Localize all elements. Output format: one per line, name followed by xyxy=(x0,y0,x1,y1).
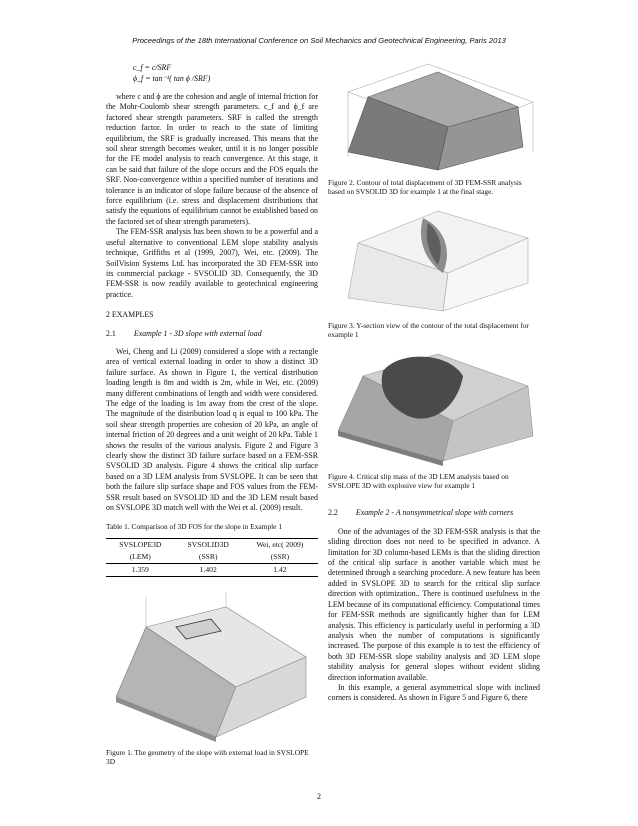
right-column xyxy=(328,62,540,704)
figure-1-caption: Figure 1. The geometry of the slope with external load in SVSLOPE 3D xyxy=(106,747,309,767)
paragraph-example2-cont: In this example, a general asymmetrical slope with inclined corners is considered. As shown in Figure 5 and Figure 6, there xyxy=(328,682,540,703)
paragraph-example1: Wei, Cheng and Li (2009) considered a slope with a rectangle area of vertical external loading in order to show a distinct 3D failure surface. As shown in Figure 1, the vertical distribution loading length is 8m and width is 2m, while in Wei, etc. (2009) many different combinations of length and width were considered. The edge of the loading is 1m away from the crest of the slope. The magnitude of the distribution load q is equal to 100 kPa. The soil shear strength properties are cohesion of 20 kPa, an angle of internal friction of 20 degrees and a unit weight of 20 kPa. Table 1 shows the results of the various analysis. Figure 2 and Figure 3 clearly show the distinct 3D failure surface based on a FEM-SSR SVSOLID 3D analysis. Figure 4 shows the critical slip surface based on a 3D LEM analysis from SVSLOPE. It can be seen that both the failure slip surface shape and FOS values from the FEM-SSR result based on SVSOLID 3D and the 3D LEM result based on SVSLOPE 3D match well with the Wei et al. (2009) result. xyxy=(106,346,318,513)
figure-3-image xyxy=(328,203,540,313)
paragraph-srf: where c and ϕ are the cohesion and angle of internal friction for the Mohr-Coulomb shear strength parameters. c_f and ϕ_f are factored shear strength parameters. SRF is called the strength reduction factor. In order to reach to the state of limiting equilibrium, the SRF is gradually increased. This means that the soil shear strength becomes weaker, until it is no longer possible for the FE model analysis to reach convergence. At this stage, it can be said that failure of the slope occurs and the FOS equals the SRF. Non-convergence within a specified number of iterations and tolerance is an indicator of slope failure because of the absence of force equilibrium (i.e. stress and displacement distributions that satisfy the equations of equilibrium cannot be established based on the factored set of shear strength parameters). xyxy=(106,92,318,226)
subsection-heading-example2: 2.2 Example 2 - A nonsymmetrical slope with corners xyxy=(328,508,514,518)
figure-4-caption: Figure 4. Critical slip mass of the 3D LEM analysis based on SVSLOPE 3D with explosive view for example 1 xyxy=(328,471,509,491)
equation-friction: ϕ_f = tan⁻¹( tan ϕ /SRF) xyxy=(133,74,211,83)
figure-1-image xyxy=(106,587,318,742)
table-header-row-units: (LEM) (SSR) (SSR) xyxy=(106,551,318,564)
table-caption: Table 1. Comparison of 3D FOS for the slope in Example 1 xyxy=(106,522,283,532)
paragraph-fem-ssr: The FEM-SSR analysis has been shown to be a powerful and a useful alternative to conventional LEM slope stability analysis technique, Griffiths et al (1999, 2007), Wei, etc. (2009). The SoilVision Systems Ltd. has incorporated the 3D FEM-SSR into its commercial package - SVSOLID 3D. Consequently, the 3D FEM-SSR is now readily available to geotechnical engineering practice. xyxy=(106,227,318,299)
paragraph-example2: One of the advantages of the 3D FEM-SSR analysis is that the sliding direction does not need to be specified in advance. A limitation for 3D column-based LEMs is that the sliding direction of the critical slip surface is another variable which must be determined through a searching procedure. A new feature has been added in SVSLOPE 3D to search for the critical slip surface direction with optimization.. There is continued usefulness in the LEM because of its computational efficiency. Computational times for FEM-SSR methods are significantly higher than for LEM analysis. This efficiency is particularly useful in performing a 3D analysis when the number of computations is significantly increased. The purpose of this example is to test the efficiency of both 3D FEM-SSR slope stability analysis and 3D LEM slope stability analysis for general slopes without evident sliding direction information available. xyxy=(328,526,540,682)
running-header: Proceedings of the 18th International Conference on Soil Mechanics and Geotechnical Engineering, Paris 2013 xyxy=(132,36,506,45)
fos-comparison-table xyxy=(106,538,318,577)
figure-3-caption: Figure 3. Y-section view of the contour of the total displacement for example 1 xyxy=(328,320,529,340)
figure-4-image xyxy=(328,346,540,466)
subsection-heading-example1: 2.1 Example 1 - 3D slope with external load xyxy=(106,328,262,338)
figure-2-caption: Figure 2. Contour of total displacement of 3D FEM-SSR analysis based on SVSOLID 3D for example 1 at the final stage. xyxy=(328,178,522,197)
figure-2-image xyxy=(328,62,540,172)
table-header-row: SVSLOPE3D SVSOLID3D Wei, etc( 2009) xyxy=(106,538,318,551)
left-column xyxy=(106,62,318,767)
section-heading-examples: 2 EXAMPLES xyxy=(106,310,154,320)
page-number: 2 xyxy=(317,792,321,801)
table-row: 1.359 1.402 1.42 xyxy=(106,563,318,576)
equation-cohesion: c_f = c/SRF xyxy=(133,63,172,72)
